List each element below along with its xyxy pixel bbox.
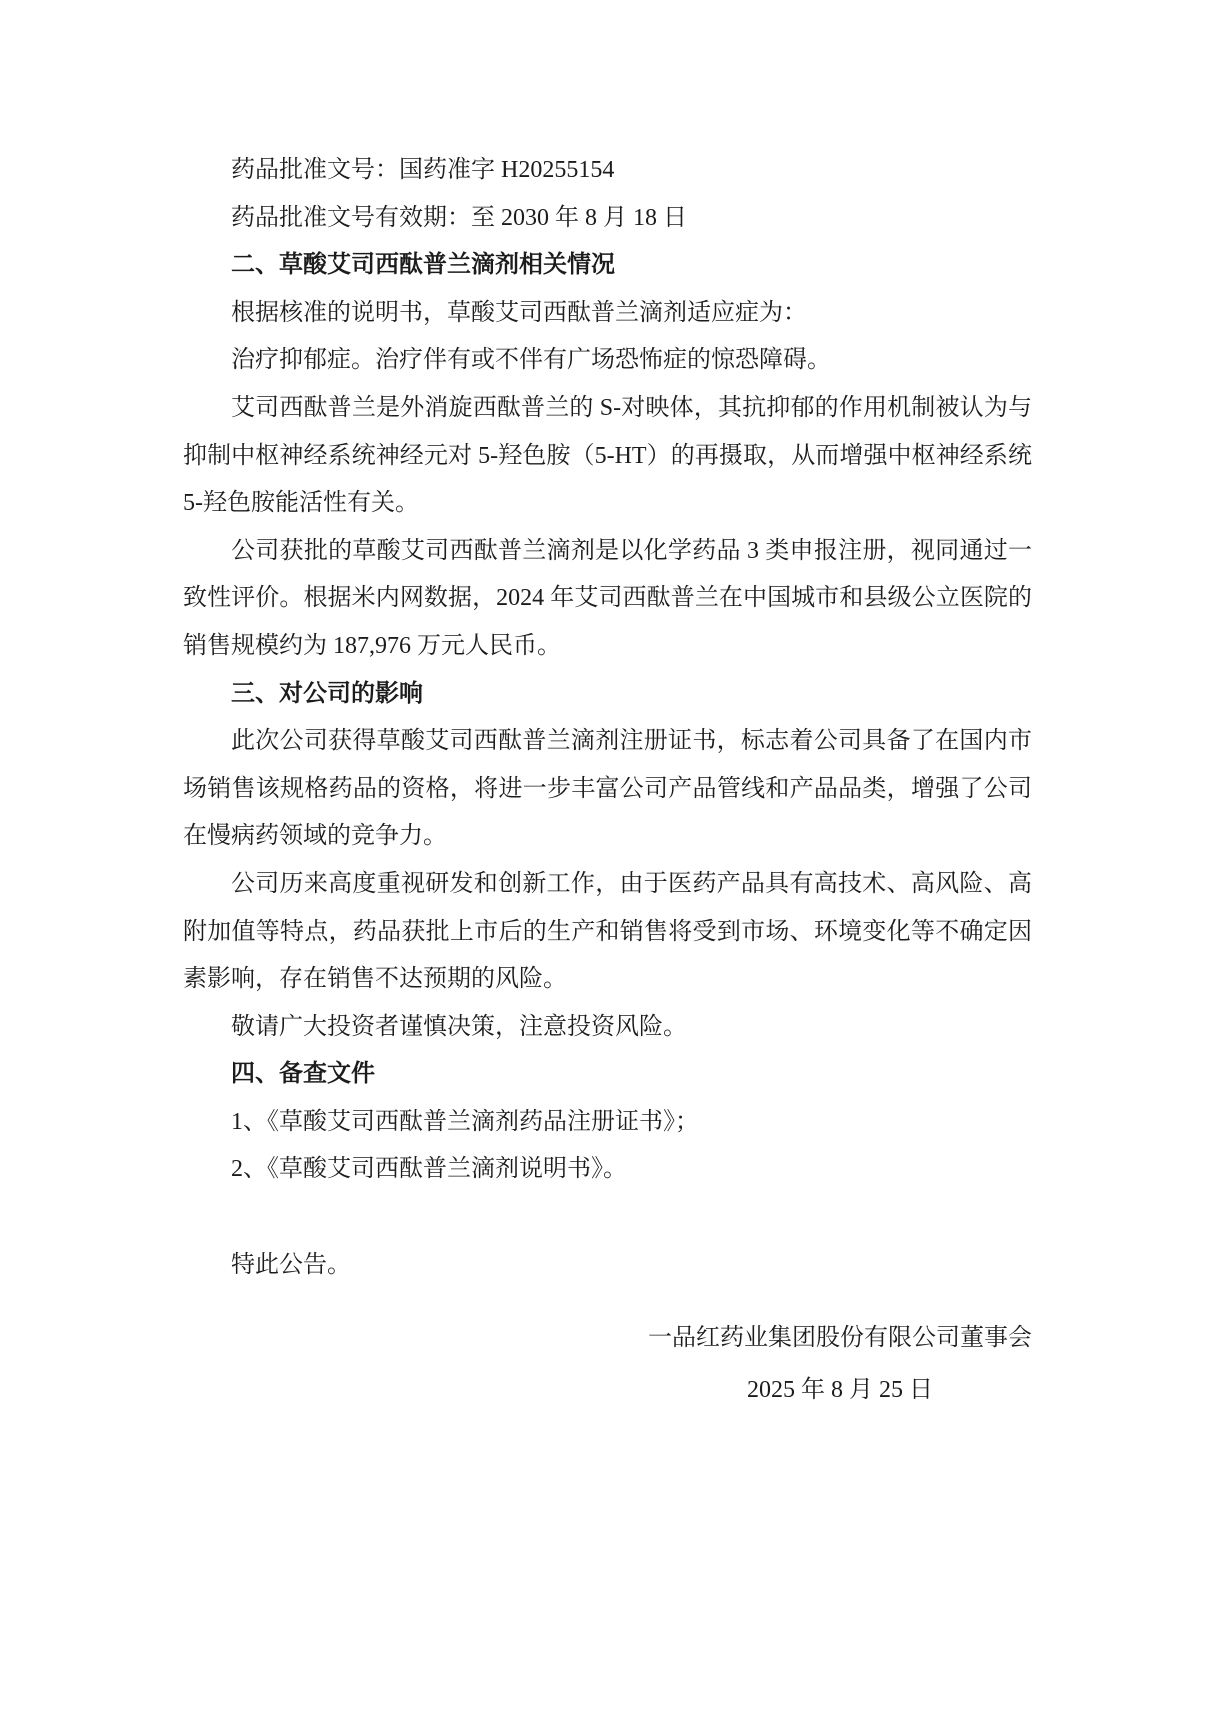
section-heading-2: 二、草酸艾司西酞普兰滴剂相关情况 [231,252,615,279]
drug-approval-number: 药品批准文号：国药准字 H20255154 [231,157,615,183]
reference-document-2: 2、《草酸艾司西酞普兰滴剂说明书》。 [231,1156,627,1183]
reference-document-1: 1、《草酸艾司西酞普兰滴剂药品注册证书》； [231,1108,699,1135]
company-impact-paragraph: 此次公司获得草酸艾司西酞普兰滴剂注册证书，标志着公司具备了在国内市场销售该规格药品的资格，将进一步丰富公司产品管线和产品品类，增强了公司在慢病药领域的竞争力。 [183,728,1032,850]
signature-inner [648,1315,1032,1414]
signature-block [183,1315,1032,1414]
closing-statement: 特此公告。 [231,1251,351,1278]
signature-date: 2025 年 8 月 25 日 [747,1376,933,1403]
approval-number-validity: 药品批准文号有效期：至 2030 年 8 月 18 日 [231,204,687,231]
indications-text: 治疗抑郁症。治疗伴有或不伴有广场恐怖症的惊恐障碍。 [231,347,831,374]
mechanism-paragraph: 艾司西酞普兰是外消旋西酞普兰的 S-对映体，其抗抑郁的作用机制被认为与抑制中枢神经系统神经元对 5-羟色胺（5-HT）的再摄取，从而增强中枢神经系统 5-羟色胺能活性有关。 [183,394,1032,517]
risk-paragraph: 公司历来高度重视研发和创新工作，由于医药产品具有高技术、高风险、高附加值等特点，药品获批上市后的生产和销售将受到市场、环境变化等不确定因素影响，存在销售不达预期的风险。 [183,870,1032,993]
signature-company: 一品红药业集团股份有限公司董事会 [648,1325,1032,1352]
market-data-paragraph: 公司获批的草酸艾司西酞普兰滴剂是以化学药品 3 类申报注册，视同通过一致性评价。根据米内网数据，2024 年艾司西酞普兰在中国城市和县级公立医院的销售规模约为 187,976 万元人民币。 [183,537,1032,659]
indications-intro: 根据核准的说明书，草酸艾司西酞普兰滴剂适应症为： [231,299,807,326]
investor-warning: 敬请广大投资者谨慎决策，注意投资风险。 [231,1013,687,1040]
section-heading-3: 三、对公司的影响 [231,680,423,707]
section-heading-4: 四、备查文件 [231,1061,375,1088]
